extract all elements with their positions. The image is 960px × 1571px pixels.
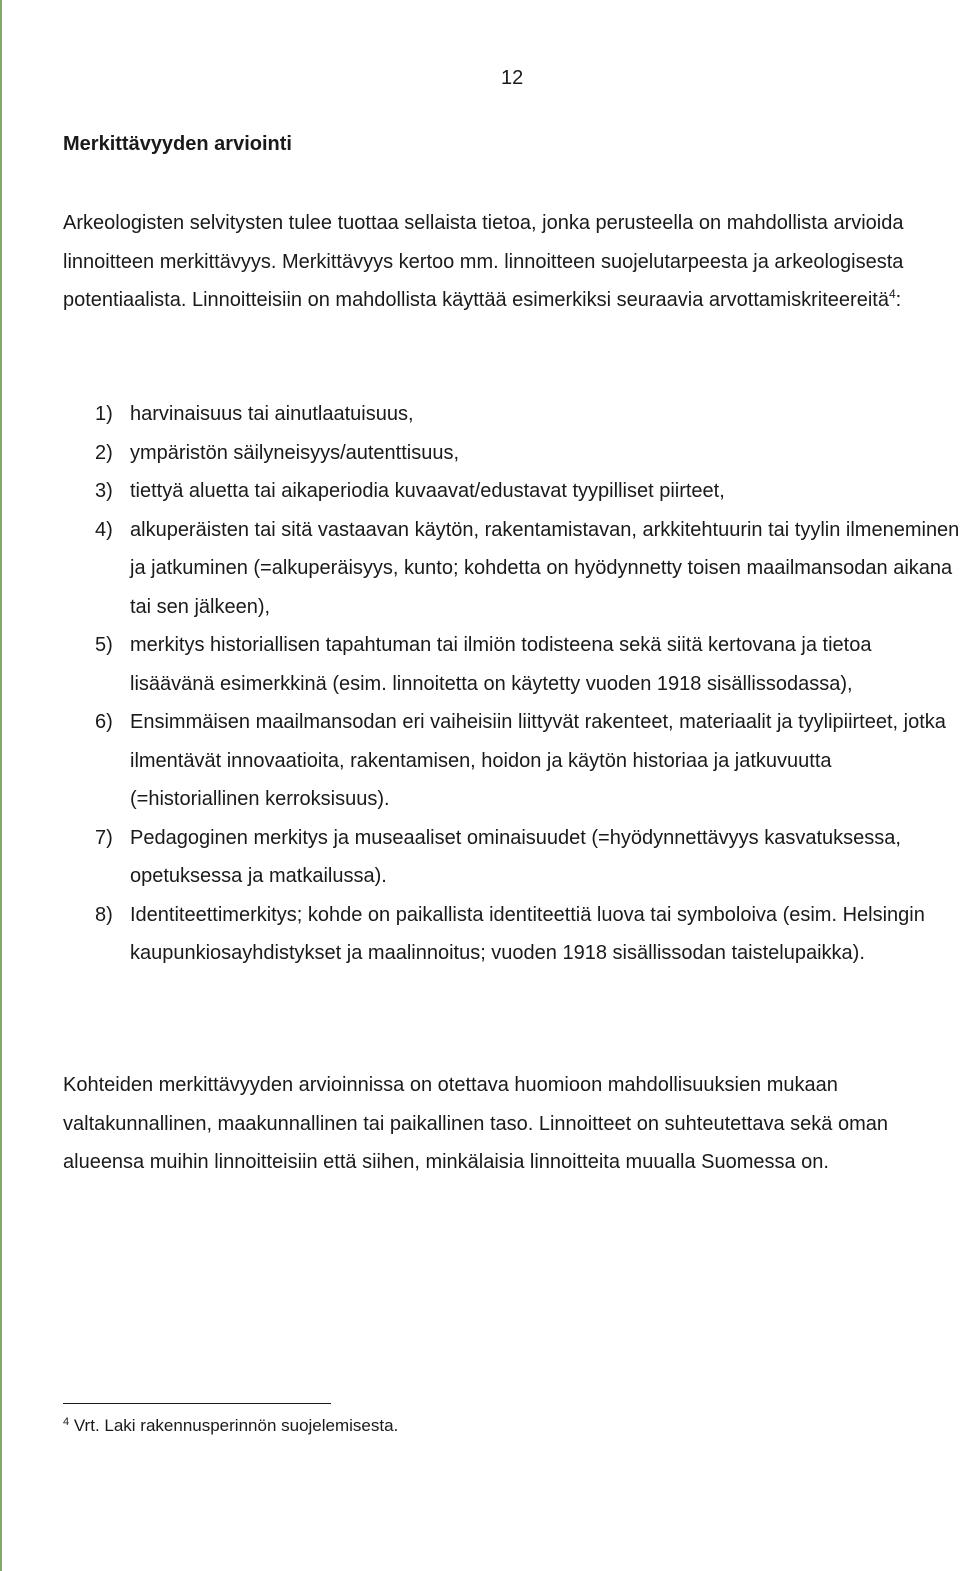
list-item [95, 626, 960, 703]
list-item [95, 819, 960, 896]
list-item-number: 5) [95, 634, 113, 656]
list-item-text: Ensimmäisen maailmansodan eri vaiheisiin liittyvät rakenteet, materiaalit ja tyylipiirteet, jotka ilmentävät innovaatioita, rakentamisen, hoidon ja käytön historiaa ja jatkuvuutta (=historiallinen kerroksisuus). [130, 711, 946, 810]
footnote-marker: 4 [63, 1416, 70, 1428]
list-item-number: 6) [95, 711, 113, 733]
list-item [95, 395, 960, 434]
footnote-text: Vrt. Laki rakennusperinnön suojelemisesta. [69, 1416, 399, 1435]
list-item-text: Pedagoginen merkitys ja museaaliset ominaisuudet (=hyödynnettävyys kasvatuksessa, opetuksessa ja matkailussa). [130, 826, 901, 887]
list-item [95, 896, 960, 973]
intro-paragraph [63, 204, 953, 320]
list-item-number: 1) [95, 403, 113, 425]
list-item-text: Identiteettimerkitys; kohde on paikallista identiteettiä luova tai symboloiva (esim. Helsingin kaupunkiosayhdistykset ja maalinnoitus; vuoden 1918 sisällissodan taistelupaikka). [130, 903, 925, 964]
list-item-text: alkuperäisten tai sitä vastaavan käytön, rakentamistavan, arkkitehtuurin tai tyylin ilmeneminen ja jatkuminen (=alkuperäisyys, kunto; kohdetta on hyödynnetty toisen maailmansodan aikana tai sen jälkeen), [130, 518, 960, 618]
footnote-reference[interactable]: 4 [888, 287, 896, 301]
closing-paragraph: Kohteiden merkittävyyden arvioinnissa on otettava huomioon mahdollisuuksien mukaan valtakunnallinen, maakunnallinen tai paikallinen taso. Linnoitteet on suhteutettava sekä oman alueensa muihin linnoitteisiin että siihen, minkälaisia linnoitteita muualla Suomessa on. [63, 1074, 888, 1173]
footnote-divider [63, 1403, 331, 1404]
intro-colon: : [895, 289, 902, 311]
list-item-text: merkitys historiallisen tapahtuman tai ilmiön todisteena sekä siitä kertovana ja tietoa lisäävänä esimerkkinä (esim. linnoitetta on käytetty vuoden 1918 sisällissodassa), [130, 634, 872, 695]
section-heading: Merkittävyyden arviointi [63, 133, 292, 155]
list-item [95, 511, 960, 627]
list-item-number: 3) [95, 480, 113, 502]
list-item-text: tiettyä aluetta tai aikaperiodia kuvaavat/edustavat tyypilliset piirteet, [130, 480, 725, 502]
page-left-border [0, 0, 2, 1571]
criteria-list [95, 395, 960, 973]
page-number: 12 [501, 67, 524, 89]
list-item-text: harvinaisuus tai ainutlaatuisuus, [130, 403, 414, 425]
footnote [63, 1415, 398, 1437]
list-item-number: 2) [95, 441, 113, 464]
list-item-number: 8) [95, 903, 113, 926]
list-item [95, 434, 960, 473]
list-item-number: 4) [95, 518, 113, 541]
list-item [95, 472, 960, 511]
list-item-text: ympäristön säilyneisyys/autenttisuus, [130, 441, 460, 464]
list-item [95, 703, 960, 819]
intro-text: Arkeologisten selvitysten tulee tuottaa sellaista tietoa, jonka perusteella on mahdollista arvioida linnoitteen merkittävyys. Merkittävyys kertoo mm. linnoitteen suojelutarpeesta ja arkeologisesta potentiaalista. Linnoitteisiin on mahdollista käyttää esimerkiksi seuraavia arvottamiskriteereitä [63, 212, 904, 311]
list-item-number: 7) [95, 826, 113, 849]
